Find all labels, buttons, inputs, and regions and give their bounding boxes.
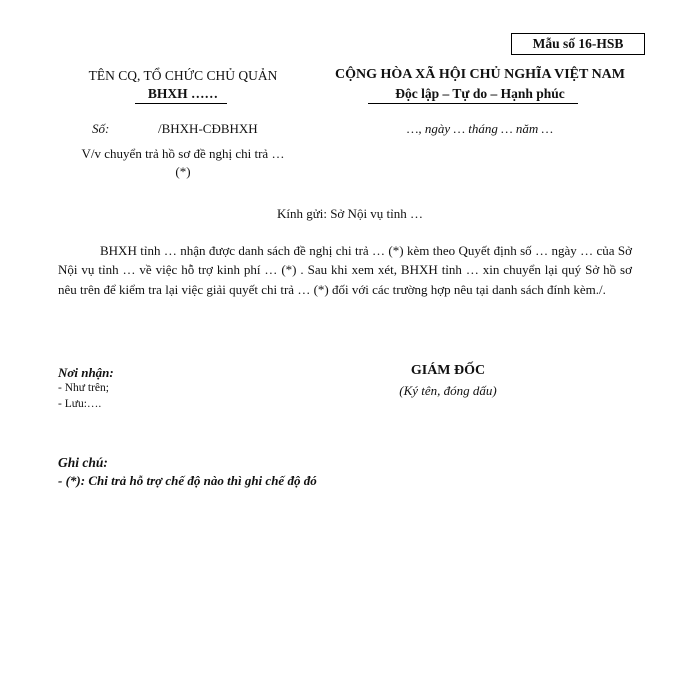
signature-note: (Ký tên, đóng dấu) <box>399 383 497 398</box>
date-line: …, ngày … tháng … năm … <box>406 121 554 136</box>
subject <box>58 145 308 181</box>
motto-underline <box>368 103 578 104</box>
form-code-box: Mẫu số 16-HSB <box>511 33 645 55</box>
office-name: BHXH …… <box>147 86 219 101</box>
office-underline <box>135 103 227 104</box>
receiver-item: - Lưu:…. <box>58 398 102 410</box>
subject-line-2: (*) <box>175 164 191 179</box>
body-paragraph: BHXH tỉnh … nhận được danh sách đề nghị chi trả … (*) kèm theo Quyết định số … ngày … của Sở Nội vụ tỉnh … về việc hỗ trợ kinh phí … (*) . Sau khi xem xét, BHXH tỉnh … xin chuyển lại quý Sở hồ sơ nêu trên để kiểm tra lại việc giải quyết chi trả … (*) đối với các trường hợp nêu tại danh sách đính kèm./. <box>58 243 632 297</box>
document-number: /BHXH-CĐBHXH <box>158 121 258 136</box>
notes-text: - (*): Chi trả hỗ trợ chế độ nào thì ghi chế độ đó <box>58 473 317 488</box>
subject-line-1: V/v chuyển trả hồ sơ đề nghị chi trả … <box>81 146 285 161</box>
document-number-label: Số: <box>92 121 110 136</box>
signer-title: GIÁM ĐỐC <box>410 363 486 378</box>
receivers-label: Nơi nhận: <box>58 365 114 380</box>
agency-name: TÊN CQ, TỔ CHỨC CHỦ QUẢN <box>88 68 278 83</box>
receiver-item: - Như trên; <box>58 382 109 394</box>
recipient-line: Kính gửi: Sở Nội vụ tỉnh … <box>276 206 424 221</box>
nation-motto: Độc lập – Tự do – Hạnh phúc <box>395 86 565 101</box>
nation-title: CỘNG HÒA XÃ HỘI CHỦ NGHĨA VIỆT NAM <box>334 67 625 82</box>
notes-label: Ghi chú: <box>58 455 108 470</box>
